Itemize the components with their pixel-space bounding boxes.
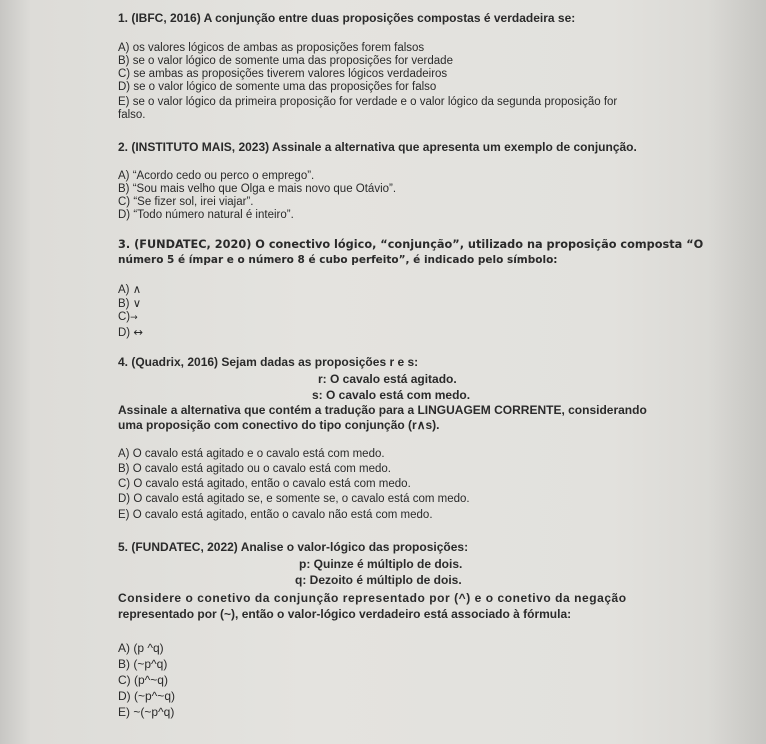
q3-prompt-line1: 3. (FUNDATEC, 2020) O conectivo lógico, “conjunção”, utilizado na proposição composta “O (118, 238, 704, 251)
q1-option-b: B) se o valor lógico de somente uma das proposições for verdade (118, 55, 453, 67)
q1-option-e-cont: falso. (118, 109, 146, 121)
q5-proposition-p: p: Quinze é múltiplo de dois. (299, 557, 463, 571)
page-shadow (708, 0, 766, 744)
and-symbol-icon: ∧ (132, 282, 142, 296)
q4-proposition-r: r: O cavalo está agitado. (318, 372, 457, 386)
q3-prompt-line2: número 5 é ímpar e o número 8 é cubo perfeito”, é indicado pelo símbolo: (118, 254, 558, 266)
q1-option-c: C) se ambas as proposições tiverem valores lógicos verdadeiros (118, 68, 448, 80)
q5-option-e: E) ~(~p^q) (118, 705, 175, 719)
q5-option-a: A) (p ^q) (118, 641, 164, 655)
q4-option-c: C) O cavalo está agitado, então o cavalo está com medo. (118, 478, 411, 490)
q4-option-d: D) O cavalo está agitado se, e somente se, o cavalo está com medo. (118, 493, 470, 505)
q4-option-e: E) O cavalo está agitado, então o cavalo não está com medo. (118, 509, 433, 521)
q4-proposition-s: s: O cavalo está com medo. (312, 388, 471, 402)
q4-option-a: A) O cavalo está agitado e o cavalo está com medo. (118, 448, 385, 460)
biconditional-arrow-icon: ↔ (133, 325, 143, 339)
q5-option-b: B) (~p^q) (118, 657, 168, 671)
q4-option-b: B) O cavalo está agitado ou o cavalo está com medo. (118, 463, 391, 475)
q1-option-d: D) se o valor lógico de somente uma das proposições for falso (118, 81, 437, 93)
q2-option-b: B) “Sou mais velho que Olga e mais novo que Otávio”. (118, 183, 397, 195)
q4-instruction-line2: uma proposição com conectivo do tipo conjunção (r∧s). (118, 418, 440, 432)
q5-prompt: 5. (FUNDATEC, 2022) Analise o valor-lógico das proposições: (118, 540, 469, 554)
q5-instruction-line2: representado por (~), então o valor-lógico verdadeiro está associado à fórmula: (118, 607, 572, 621)
q4-prompt: 4. (Quadrix, 2016) Sejam dadas as proposições r e s: (118, 355, 419, 369)
q3-option-b: B) ∨ (118, 296, 142, 310)
q1-option-e: E) se o valor lógico da primeira proposição for verdade e o valor lógico da segunda proposição for (118, 96, 618, 108)
q1-prompt: 1. (IBFC, 2016) A conjunção entre duas proposições compostas é verdadeira se: (118, 11, 576, 25)
q2-prompt: 2. (INSTITUTO MAIS, 2023) Assinale a alternativa que apresenta um exemplo de conjunção. (118, 140, 637, 154)
q2-option-a: A) “Acordo cedo ou perco o emprego”. (118, 170, 315, 182)
q5-instruction-line1: Considere o conetivo da conjunção representado por (^) e o conetivo da negação (118, 591, 627, 605)
q5-proposition-q: q: Dezoito é múltiplo de dois. (295, 573, 462, 587)
q2-option-c: C) “Se fizer sol, irei viajar”. (118, 196, 254, 208)
q3-option-d: D) ↔ (118, 325, 143, 339)
q3-option-c: C)→ (118, 311, 138, 323)
q5-option-c: C) (p^~q) (118, 673, 168, 687)
or-symbol-icon: ∨ (132, 296, 142, 310)
q4-instruction-line1: Assinale a alternativa que contém a tradução para a LINGUAGEM CORRENTE, considerando (118, 403, 647, 417)
conditional-arrow-icon: → (130, 313, 138, 323)
q3-option-a: A) ∧ (118, 282, 142, 296)
q1-option-a: A) os valores lógicos de ambas as proposições forem falsos (118, 42, 425, 54)
q2-option-d: D) “Todo número natural é inteiro”. (118, 209, 294, 221)
q5-option-d: D) (~p^~q) (118, 689, 175, 703)
